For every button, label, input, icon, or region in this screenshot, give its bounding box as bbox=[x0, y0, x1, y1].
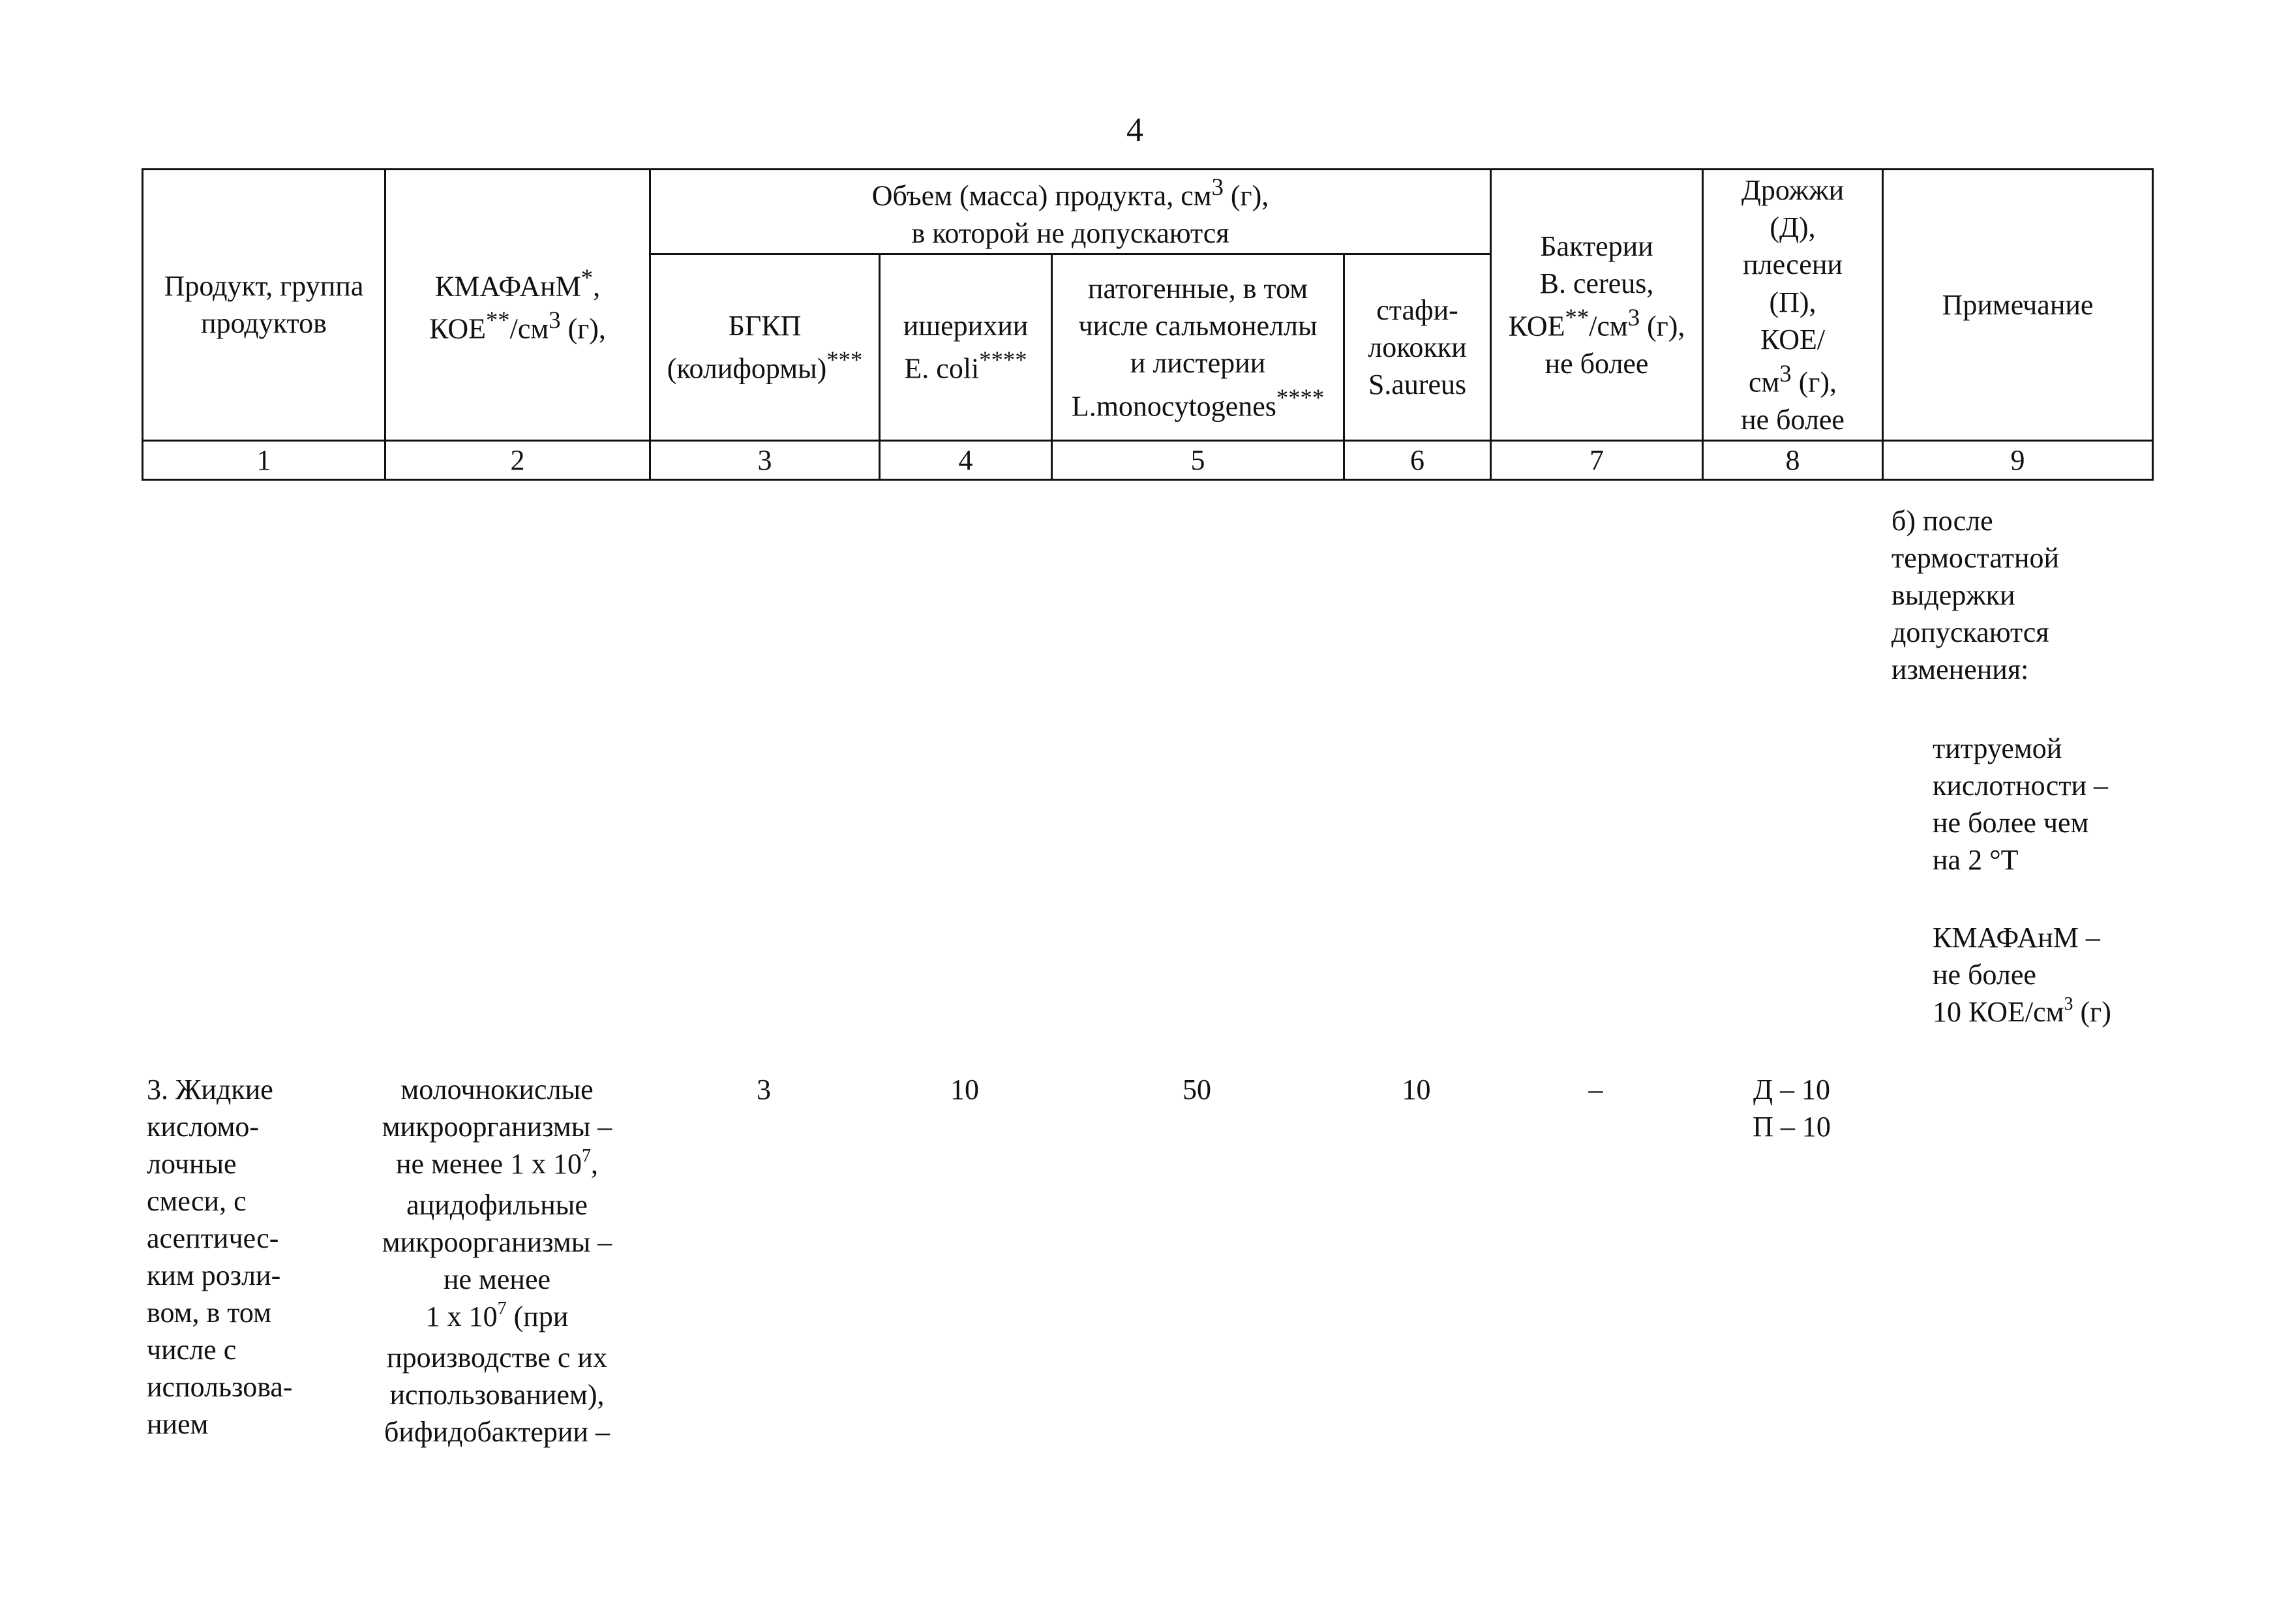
column-number: 5 bbox=[1052, 440, 1344, 479]
column-numbers-row bbox=[143, 440, 2153, 479]
header-yeast-mold: Дрожжи (Д), плесени (П), КОЕ/ $см^3$ (г), не более bbox=[1703, 170, 1883, 441]
column-number: 7 bbox=[1491, 440, 1703, 479]
column-number: 1 bbox=[143, 440, 385, 479]
header-ecoli: ишерихии E. coli**** bbox=[880, 254, 1052, 441]
header-note: Примечание bbox=[1883, 170, 2153, 441]
column-number: 8 bbox=[1703, 440, 1883, 479]
note-block-1: б) после термостатной выдержки допускаются изменения: bbox=[1891, 505, 2060, 685]
page-number: 4 bbox=[1126, 112, 1143, 149]
header-product: Продукт, группа продуктов bbox=[143, 170, 385, 441]
column-number: 6 bbox=[1344, 440, 1491, 479]
header-table bbox=[142, 168, 2154, 481]
note-block-2: титруемой кислотности – не более чем на 2 °T bbox=[1933, 732, 2109, 876]
row3-pathogens: 50 bbox=[1183, 1074, 1211, 1105]
column-number: 2 bbox=[385, 440, 650, 479]
header-volume-group: Объем (масса) продукта, $см^3$ (г), в которой не допускаются bbox=[650, 170, 1491, 254]
column-number: 9 bbox=[1883, 440, 2153, 479]
row3-yeast-mold: Д – 10 П – 10 bbox=[1753, 1074, 1831, 1143]
note-block-3: КМАФАнМ – не более 10 КОЕ/$см^3$ (г) bbox=[1933, 922, 2111, 1028]
header-saureus: стафи- лококки S.aureus bbox=[1344, 254, 1491, 441]
header-bcereus: Бактерии B. cereus, $КОЕ^{**}/см^3$ (г), не более bbox=[1491, 170, 1703, 441]
column-number: 3 bbox=[650, 440, 880, 479]
row3-saureus: 10 bbox=[1402, 1074, 1431, 1105]
row3-bgkp: 3 bbox=[757, 1074, 771, 1105]
header-bgkp: БГКП (колиформы)*** bbox=[650, 254, 880, 441]
header-kmafanm: КМАФАнМ*, $КОЕ^{**}/см^3$ (г), bbox=[385, 170, 650, 441]
row3-product: 3. Жидкие кисломо- лочные смеси, с асептичес- ким розли- вом, в том числе с использова- нием bbox=[147, 1074, 293, 1440]
column-number: 4 bbox=[880, 440, 1052, 479]
row3-bcereus: – bbox=[1588, 1074, 1603, 1105]
row3-ecoli: 10 bbox=[950, 1074, 979, 1105]
row3-kmafanm: молочнокислые микроорганизмы – не менее 1 х $10^7$, ацидофильные микроорганизмы – не менее 1 х $10^7$ (при производстве с их использованием), бифидобактерии – bbox=[382, 1074, 612, 1448]
header-pathogens: патогенные, в том числе сальмонеллы и листерии L.monocytogenes**** bbox=[1052, 254, 1344, 441]
